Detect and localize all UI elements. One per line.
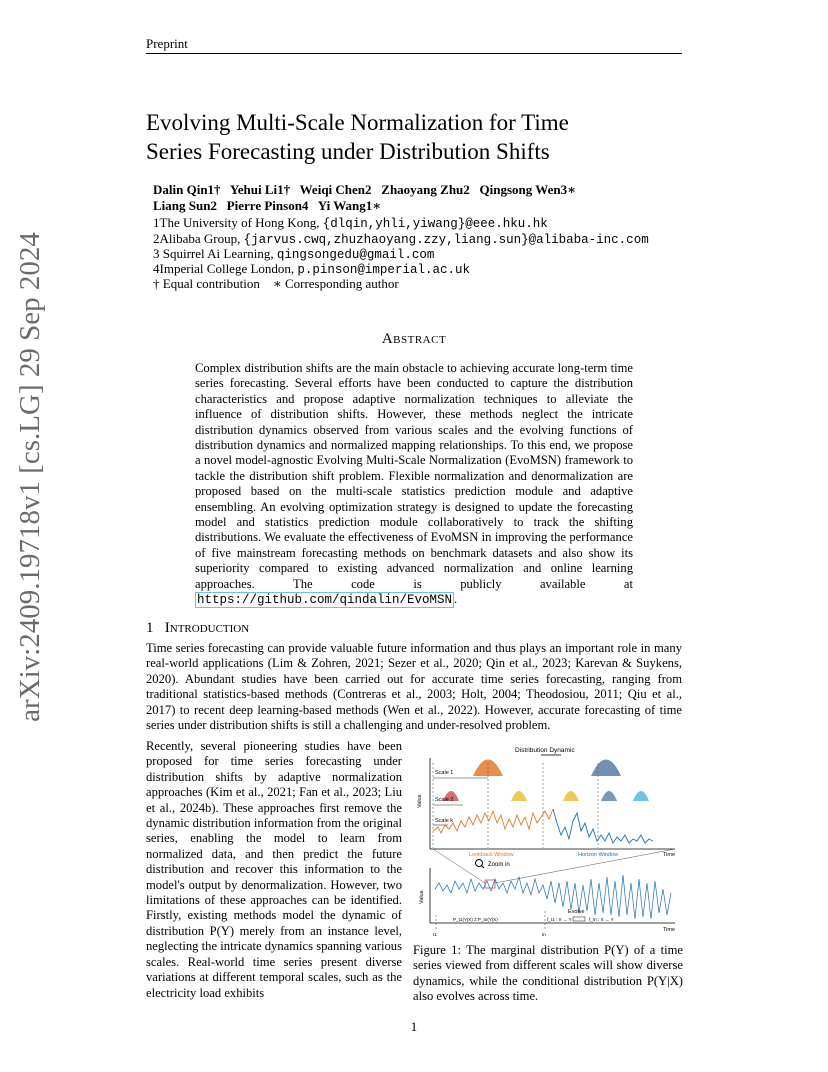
horizon-series bbox=[553, 809, 653, 843]
horizon-window-label: Horizon Window bbox=[578, 852, 619, 858]
authors bbox=[153, 182, 576, 214]
arxiv-stamp: arXiv:2409.19718v1 [cs.LG] 29 Sep 2024 bbox=[14, 232, 46, 722]
mapping-tn: f_tn : X → Y bbox=[589, 917, 614, 922]
distribution-dynamic-label: Distribution Dynamic bbox=[515, 747, 575, 754]
distribution-curve-slate-2 bbox=[601, 791, 617, 801]
top-time-label: Time bbox=[663, 852, 676, 858]
long-series bbox=[435, 875, 671, 919]
title-line-2: Series Forecasting under Distribution Shifts bbox=[146, 139, 550, 164]
affiliation-2-email: {jarvus.cwq,zhuzhaoyang.zzy,liang.sun}@alibaba-inc.com bbox=[243, 233, 649, 247]
figure-1-caption: Figure 1: The marginal distribution P(Y) of a time series viewed from different scales will show diverse dynamics, while the conditional distribution P(Y|X) also evolves across time. bbox=[413, 943, 683, 1004]
abstract-heading: Abstract bbox=[381, 331, 447, 347]
evolve-label: Evolve bbox=[568, 909, 585, 915]
bottom-value-label: Value bbox=[419, 890, 425, 904]
affiliation-1-email: {dlqin,yhli,yiwang}@eee.hku.hk bbox=[322, 217, 548, 231]
zoom-in-label: Zoom in bbox=[488, 862, 510, 868]
intro-paragraph-2: Recently, several pioneering studies have been proposed for time series forecasting under distribution shifts by adaptive normalization approaches (Kim et al., 2021; Fan et al., 2023; Liu et al., 2024b). These approaches first remove the dynamic distribution information from the original series, enabling the model to learn from normalized data, and then predict the future distribution and recover this information to the model's output by denormalization. However, two limitations of these approaches can be identified. Firstly, existing methods model the dynamic of distribution P(Y) merely from an instance level, neglecting the intricate dynamics spanning various scales. Real-world time series present diverse variations at different temporal scales, such as the electricity load exhibits bbox=[146, 739, 402, 1000]
contribution-note: † Equal contribution ∗ Corresponding author bbox=[153, 276, 399, 291]
affiliation-3-text: 3 Squirrel Ai Learning, bbox=[153, 246, 277, 261]
figure-1 bbox=[413, 743, 683, 939]
affiliation-4-text: 4Imperial College London, bbox=[153, 261, 298, 276]
bottom-time-label: Time bbox=[663, 927, 676, 933]
mapping-t1: f_t1 : X → Y bbox=[547, 917, 572, 922]
distribution-curve-yellow bbox=[511, 791, 527, 801]
window-dividers bbox=[433, 763, 598, 848]
abstract-text-1: Complex distribution shifts are the main obstacle to achieving accurate long-term time series forecasting. Several efforts have been conducted to capture the distribution characteristics and propose adaptive normalization techniques to alleviate the influence of distribution shifts. However, these methods neglect the intricate distribution dynamics observed from various scales and the evolving functions of distribution dynamics and normalized mapping relationships. To this end, we propose a novel model-agnostic bbox=[195, 361, 633, 468]
affiliation-3-email: qingsongedu@gmail.com bbox=[276, 248, 435, 262]
zoom-icon bbox=[476, 860, 483, 867]
affiliation-1-text: 1The University of Hong Kong, bbox=[153, 215, 323, 230]
scale-2-label: Scale 2 bbox=[435, 797, 454, 803]
abstract-body: Complex distribution shifts are the main obstacle to achieving accurate long-term time series forecasting. Several efforts have been conducted to capture the distribution characteristics and propose adaptive normalization techniques to alleviate the influence of distribution shifts. However, these methods neglect the intricate distribution dynamics observed from various scales and the evolving functions of distribution dynamics and normalized mapping relationships. To this end, we propose a novel model-agnostic Evolving Multi-Scale Normalization (EvoMSN) framework to tackle the distribution shift problem. Flexible normalization and denormalization are proposed based on the multi-scale statistics prediction module and adaptive ensembling. An evolving optimization strategy is designed to update the forecasting model and statistics prediction module collaboratively to track the shifting distributions. We evaluate the effectiveness of EvoMSN in improving the performance of five mainstream forecasting methods on benchmark datasets and also show its superiority compared to existing advanced normalization and online learning approaches. The code is publicly available at https://github.com/qindalin/EvoMSN . bbox=[195, 361, 633, 608]
distribution-curve-yellow-2 bbox=[563, 791, 579, 801]
paper-title bbox=[146, 108, 706, 166]
affiliation-1 bbox=[153, 215, 548, 231]
affiliation-2-text: 2Alibaba Group, bbox=[153, 231, 244, 246]
authors-line-2: Liang Sun2 Pierre Pinson4 Yi Wang1∗ bbox=[153, 198, 382, 213]
intro-paragraph-1: Time series forecasting can provide valuable future information and thus plays an important role in many real-world applications (Lim & Zohren, 2021; Sezer et al., 2020; Qin et al., 2023; Karevan & Suykens, 2020). Abundant studies have been carried out for accurate time series forecasting, ranging from traditional statistics-based methods (Contreras et al., 2003; Holt, 2004; Theodosiou, 2011; Qiu et al., 2017) to recent deep learning-based methods (Wen et al., 2022). However, accurate forecasting of time series under distribution shifts is still a challenging and under-resolved problem. bbox=[146, 641, 682, 733]
header-rule bbox=[146, 53, 682, 54]
scale-k-label: Scale k bbox=[435, 818, 454, 824]
affiliation-2 bbox=[153, 231, 649, 247]
page-number: 1 bbox=[410, 1019, 418, 1034]
title-line-1: Evolving Multi-Scale Normalization for Time bbox=[146, 110, 569, 135]
lookback-window-label: Lookback Window bbox=[469, 852, 514, 858]
t1-label: t1 bbox=[433, 932, 437, 937]
code-link[interactable]: https://github.com/qindalin/EvoMSN bbox=[197, 593, 453, 608]
evolve-arrow bbox=[573, 917, 585, 921]
conditional-inequality: P_t1(Y|X) ≠ P_tn(Y|X) bbox=[453, 917, 498, 922]
tn-label: tn bbox=[542, 932, 546, 937]
affiliation-4-email: p.pinson@imperial.ac.uk bbox=[297, 263, 470, 277]
authors-line-1: Dalin Qin1† Yehui Li1† Weiqi Chen2 Zhaoyang Zhu2 Qingsong Wen3∗ bbox=[153, 182, 577, 197]
distribution-curve-slate bbox=[591, 760, 621, 777]
abstract-text-2: Evolving Multi-Scale Normalization (EvoMSN) framework to tackle the distribution shift problem. Flexible normalization and denormalization are proposed based on the multi-scale statistics prediction module and adaptive ensembling. An evolving optimization strategy is designed to update the forecasting model and statistics prediction module collaboratively to track the shifting distributions. We evaluate the effectiveness of EvoMSN in improving the performance of five mainstream forecasting methods on benchmark datasets and also show its superiority compared to existing advanced normalization and online learning approaches. The code is publicly available at bbox=[195, 453, 633, 591]
running-header: Preprint bbox=[146, 36, 188, 51]
section-heading: 1 Introduction bbox=[146, 620, 250, 636]
affiliation-4 bbox=[153, 261, 470, 277]
top-value-label: Value bbox=[417, 794, 423, 808]
scale-1-label: Scale 1 bbox=[435, 770, 454, 776]
distribution-curve-cyan bbox=[633, 791, 649, 801]
affiliation-3 bbox=[153, 246, 434, 262]
